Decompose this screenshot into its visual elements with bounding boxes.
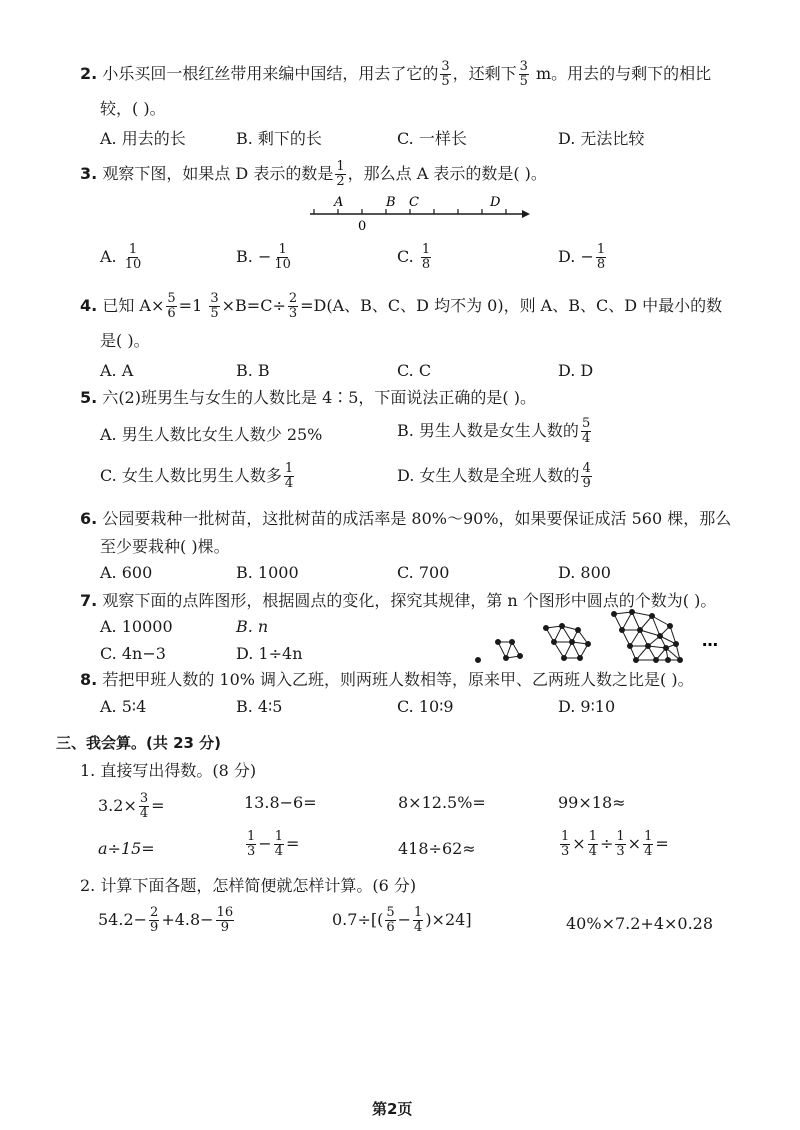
option-a: A. 10000 (100, 617, 173, 636)
option-d: D. 9∶10 (558, 697, 616, 716)
option-d: D. D (558, 361, 594, 380)
dot-figure-1 (476, 658, 481, 663)
question-text: ，那么点 A 表示的数是( )。 (347, 164, 547, 183)
question-5 (80, 387, 536, 409)
question-text: 六(2)班男生与女生的人数比是 4∶5，下面说法正确的是( )。 (102, 388, 536, 407)
option-c: C. 10∶9 (397, 697, 454, 716)
dot-pattern-figures (468, 608, 718, 668)
calc-item: 99×18≈ (558, 793, 626, 812)
point-a-label: A (334, 195, 344, 210)
option-d: D. 无法比较 (558, 129, 645, 148)
calc-expression: 40%×7.2+4×0.28 (566, 914, 714, 933)
question-6 (80, 508, 731, 530)
calc-item: a÷15= (98, 839, 155, 858)
question-number: 7. (80, 591, 98, 610)
question-8 (80, 669, 694, 691)
option-c: C. 4n−3 (100, 644, 166, 663)
option-a: A. A (100, 361, 134, 380)
fraction: $\frac{3}{5}$ (441, 59, 450, 89)
calc-item: $\frac{1}{3}$ − $\frac{1}{4}$ = (247, 829, 300, 859)
subsection-2-title: 2. 计算下面各题，怎样简便就怎样计算。(6 分) (80, 876, 417, 895)
question-6-line2: 至少要栽种( )棵。 (100, 537, 230, 556)
calc-item: 3.2× $\frac{3}{4}$ = (98, 791, 165, 821)
option-d: D. 800 (558, 563, 611, 582)
question-number: 3. (80, 164, 98, 183)
dot-figure-4 (612, 610, 683, 663)
question-text: 观察下图，如果点 D 表示的数是 (102, 164, 334, 183)
option-b: B. 男生人数是女生人数的 $\frac{5}{4}$ (397, 416, 591, 446)
option-c: C. 女生人数比男生人数多 $\frac{1}{4}$ (100, 461, 294, 491)
question-text: 若把甲班人数的 10% 调入乙班，则两班人数相等，原来甲、乙两班人数之比是( )。 (102, 670, 694, 689)
question-4-line2: 是( )。 (100, 331, 150, 350)
point-b-label: B (386, 195, 396, 210)
calc-item: 13.8−6= (244, 793, 317, 812)
option-a: A. 5∶4 (100, 697, 147, 716)
zero-label: 0 (358, 219, 367, 234)
option-c: C. 一样长 (397, 129, 467, 148)
option-b: B. n (236, 617, 269, 636)
point-c-label: C (409, 195, 419, 210)
fraction: $\frac{1}{2}$ (336, 159, 345, 189)
option-a: A. 600 (100, 563, 153, 582)
number-line (300, 192, 540, 234)
question-2 (80, 60, 711, 89)
question-number: 6. (80, 509, 98, 528)
fraction: $\frac{3}{5}$ (519, 59, 528, 89)
calc-expression: 0.7÷[( $\frac{5}{6}$ − $\frac{1}{4}$ )×24] (332, 905, 472, 935)
question-number: 2. (80, 64, 98, 83)
option-b: B. 1000 (236, 563, 299, 582)
calc-item: 418÷62≈ (398, 839, 476, 858)
option-b: B. − $\frac{1}{10}$ (236, 242, 291, 272)
option-d: D. 1÷4n (236, 644, 303, 663)
question-text: ，还剩下 (452, 64, 517, 83)
calc-item: 8×12.5%= (398, 793, 486, 812)
question-3 (80, 160, 547, 189)
option-a: A. 用去的长 (100, 129, 186, 148)
question-text: 观察下面的点阵图形，根据圆点的变化，探究其规律，第 n 个图形中圆点的个数为( )。 (102, 591, 717, 610)
option-b: B. B (236, 361, 270, 380)
option-b: B. 剩下的长 (236, 129, 322, 148)
dot-figure-3 (544, 624, 591, 661)
subsection-1-title: 1. 直接写出得数。(8 分) (80, 761, 257, 780)
question-text: 公园要栽种一批树苗，这批树苗的成活率是 80%～90%，如果要保证成活 560 棵，那么 (102, 509, 732, 528)
question-4: 4. 已知 A× $\frac{5}{6}$ =1 $\frac{3}{5}$ ×B=C÷ $\frac{2}{3}$ =D(A、B、C、D 均不为 0)，则 A、B、C、D 中最小的数 (80, 291, 723, 321)
option-d: D. − $\frac{1}{8}$ (558, 242, 606, 272)
question-number: 8. (80, 670, 98, 689)
section-title: 三、我会算。(共 23 分) (56, 734, 222, 752)
question-text: 小乐买回一根红丝带用来编中国结，用去了它的 (102, 64, 439, 83)
question-number: 4. (80, 296, 98, 315)
option-c: C. C (397, 361, 432, 380)
ellipsis: … (702, 631, 718, 650)
option-c: C. $\frac{1}{8}$ (397, 242, 431, 272)
question-text: m。用去的与剩下的相比 (530, 64, 712, 83)
question-2-line2: 较，( )。 (100, 99, 166, 118)
point-d-label: D (490, 195, 501, 210)
dot-figure-2 (496, 640, 523, 661)
option-c: C. 700 (397, 563, 450, 582)
page-number: 第2页 (372, 1100, 413, 1118)
option-a: A. 男生人数比女生人数少 25% (100, 425, 323, 444)
calc-item: $\frac{1}{3}$ × $\frac{1}{4}$ ÷ $\frac{1}{3}$ × $\frac{1}{4}$ = (561, 829, 669, 859)
option-b: B. 4∶5 (236, 697, 283, 716)
calc-expression: 54.2− $\frac{2}{9}$ +4.8− $\frac{16}{9}$ (98, 905, 234, 935)
question-number: 5. (80, 388, 98, 407)
option-a: A. $\frac{1}{10}$ (100, 242, 142, 272)
option-d: D. 女生人数是全班人数的 $\frac{4}{9}$ (397, 461, 591, 491)
